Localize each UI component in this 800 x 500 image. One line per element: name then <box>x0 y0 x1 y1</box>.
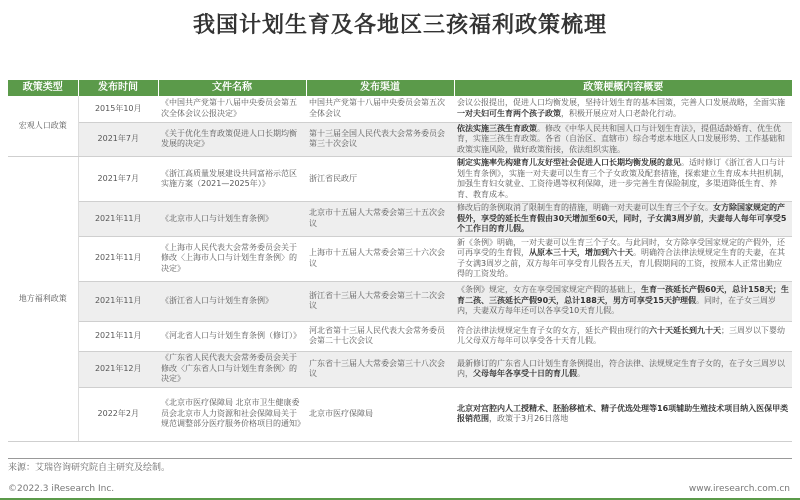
summary-highlight: 生育一孩延长产假60天，总计158天；生育二孩、三孩延长产假90天，总计188天，男方可享受15天护理假 <box>457 285 789 305</box>
source-note: 来源：艾瑞咨询研究院自主研究及绘制。 <box>8 463 171 473</box>
summary-highlight: 一对夫妇可生育两个孩子政策 <box>457 108 561 118</box>
policy-table <box>8 80 792 442</box>
table-row <box>8 281 792 321</box>
file-name-cell: 《河北省人口与计划生育条例（修订）》 <box>158 321 306 351</box>
channel-cell: 上海市十五届人大常委会第三十六次会议 <box>306 236 454 281</box>
summary-text: 会议公报提出，促进人口均衡发展，坚持计划生育的基本国策，完善人口发展战略，全面实施 <box>457 98 785 108</box>
table-row <box>8 351 792 387</box>
summary-text: 。同时，在子女三周岁内，夫妻双方每年还可以各享受10天育儿假。 <box>457 295 776 316</box>
header-summary: 政策梗概内容概要 <box>454 80 792 96</box>
copyright-text: ©2022.3 iResearch Inc. <box>8 484 115 494</box>
date-cell: 2021年12月 <box>78 351 158 387</box>
table-header-row <box>8 80 792 96</box>
channel-cell: 广东省十三届人大常委会第三十八次会议 <box>306 351 454 387</box>
file-name-cell: 《广东省人民代表大会常务委员会关于修改〈广东省人口与计划生育条例〉的决定》 <box>158 351 306 387</box>
file-name-cell: 《浙江高质量发展建设共同富裕示范区实施方案（2021—2025年）》 <box>158 157 306 202</box>
table-row <box>8 387 792 441</box>
file-name-cell: 《浙江省人口与计划生育条例》 <box>158 281 306 321</box>
channel-cell: 北京市十五届人大常委会第三十五次会议 <box>306 202 454 237</box>
summary-text: 最新修订的广东省人口计划生育条例提出，符合法律、法规规定生育子女的，在子女三周岁以内， <box>457 358 785 378</box>
file-name-cell: 《上海市人民代表大会常务委员会关于修改〈上海市人口与计划生育条例〉的决定》 <box>158 236 306 281</box>
summary-text: 。 <box>577 369 585 378</box>
summary-highlight: 父母每年各享受十日的育儿假 <box>473 369 577 378</box>
summary-highlight: 北京对宫腔内人工授精术、胚胎移植术、精子优选处理等16项辅助生殖技术项目纳入医保甲类报销范围 <box>457 403 789 423</box>
table-row <box>8 321 792 351</box>
page-title: 我国计划生育及各地区三孩福利政策梳理 <box>192 13 607 38</box>
file-name-cell: 《中国共产党第十八届中央委员会第五次全体会议公报决定》 <box>158 96 306 122</box>
date-cell: 2021年11月 <box>78 202 158 237</box>
summary-cell <box>454 122 792 157</box>
website-text: www.iresearch.com.cn <box>688 484 790 494</box>
table-row <box>8 202 792 237</box>
summary-text: 修改后的条例取消了限制生育的措施，明确一对夫妻可以生育三个子女。 <box>457 203 713 212</box>
summary-highlight: 女方除国家规定的产假外，享受的延长生育假由30天增加至60天，同时，子女满3周岁前，夫妻每人每年可享受5个工作日的育儿假。 <box>457 203 787 233</box>
date-cell: 2015年10月 <box>78 96 158 122</box>
summary-cell <box>454 281 792 321</box>
summary-cell <box>454 236 792 281</box>
file-name-cell: 《关于优化生育政策促进人口长期均衡发展的决定》 <box>158 122 306 157</box>
summary-text: 符合法律法规规定生育子女的女方，延长产假由现行的 <box>457 325 649 335</box>
date-cell: 2021年11月 <box>78 236 158 281</box>
summary-text: ；三周岁以下婴幼儿父母双方每年可以享受各十天育儿假。 <box>457 325 785 345</box>
summary-text: ，政策于3月26日落地 <box>489 414 569 423</box>
channel-cell: 浙江省十三届人大常委会第三十二次会议 <box>306 281 454 321</box>
policy-type-cell: 地方福利政策 <box>8 157 78 442</box>
summary-text: 。明确符合法律法规规定生育的夫妻，在其子女满3周岁之前，双方每年可享受育儿假各五天，育儿假期间的工资，按照本人正常出勤应得的工资发给。 <box>457 248 785 278</box>
summary-text: 。修改《中华人民共和国人口与计划生育法》，提倡适龄婚育、优生优育，实施三孩生育政策。各省（自治区、直辖市）综合考虑本地区人口发展形势、工作基础和政策实施风险，做好政策衔接，依法组织实施。 <box>457 123 785 154</box>
summary-cell <box>454 96 792 122</box>
header-file-name: 文件名称 <box>158 80 306 96</box>
header-date: 发布时间 <box>78 80 158 96</box>
summary-text: 。适时修订《浙江省人口与计划生育条例》，实施一对夫妻可以生育三个子女政策及配套措施，探索建立生育成本共担机制，加强生育妇女就业、工资待遇等权利保障，进一步完善生育保险制度，多渠道降低生育、养育、教育成本。 <box>457 158 789 199</box>
summary-cell <box>454 351 792 387</box>
header-policy-type: 政策类型 <box>8 80 78 96</box>
channel-cell: 河北省第十三届人民代表大会常务委员会第二十七次会议 <box>306 321 454 351</box>
date-cell: 2021年7月 <box>78 157 158 202</box>
summary-highlight: 制定实施率先构建育儿友好型社会促进人口长期均衡发展的意见 <box>457 158 681 167</box>
channel-cell: 中国共产党第十八届中央委员会第五次全体会议 <box>306 96 454 122</box>
policy-type-cell: 宏观人口政策 <box>8 96 78 157</box>
summary-highlight: 从原本三十天，增加到六十天 <box>529 248 633 257</box>
table-row <box>8 122 792 157</box>
footer-divider <box>8 458 792 459</box>
summary-cell <box>454 157 792 202</box>
summary-cell <box>454 387 792 441</box>
table-row <box>8 236 792 281</box>
file-name-cell: 《北京市医疗保障局 北京市卫生健康委员会北京市人力资源和社会保障局关于规范调整部分医疗服务价格项目的通知》 <box>158 387 306 441</box>
date-cell: 2021年11月 <box>78 321 158 351</box>
date-cell: 2021年7月 <box>78 122 158 157</box>
summary-text: 《条例》规定，女方在享受国家规定产假的基础上， <box>457 285 641 295</box>
file-name-cell: 《北京市人口与计划生育条例》 <box>158 202 306 237</box>
date-cell: 2022年2月 <box>78 387 158 441</box>
summary-text: ，积极开展应对人口老龄化行动。 <box>561 108 681 118</box>
date-cell: 2021年11月 <box>78 281 158 321</box>
table-row <box>8 157 792 202</box>
channel-cell: 第十三届全国人民代表大会常务委员会第三十次会议 <box>306 122 454 157</box>
header-channel: 发布渠道 <box>306 80 454 96</box>
channel-cell: 浙江省民政厅 <box>306 157 454 202</box>
summary-cell <box>454 202 792 237</box>
summary-highlight: 依法实施三孩生育政策 <box>457 123 537 133</box>
table-row <box>8 96 792 122</box>
summary-cell <box>454 321 792 351</box>
summary-highlight: 六十天延长到九十天 <box>649 325 721 335</box>
channel-cell: 北京市医疗保障局 <box>306 387 454 441</box>
summary-text: 新《条例》明确，一对夫妻可以生育三个子女。与此同时，女方除享受国家规定的产假外，还可再享受的生育假， <box>457 237 785 257</box>
